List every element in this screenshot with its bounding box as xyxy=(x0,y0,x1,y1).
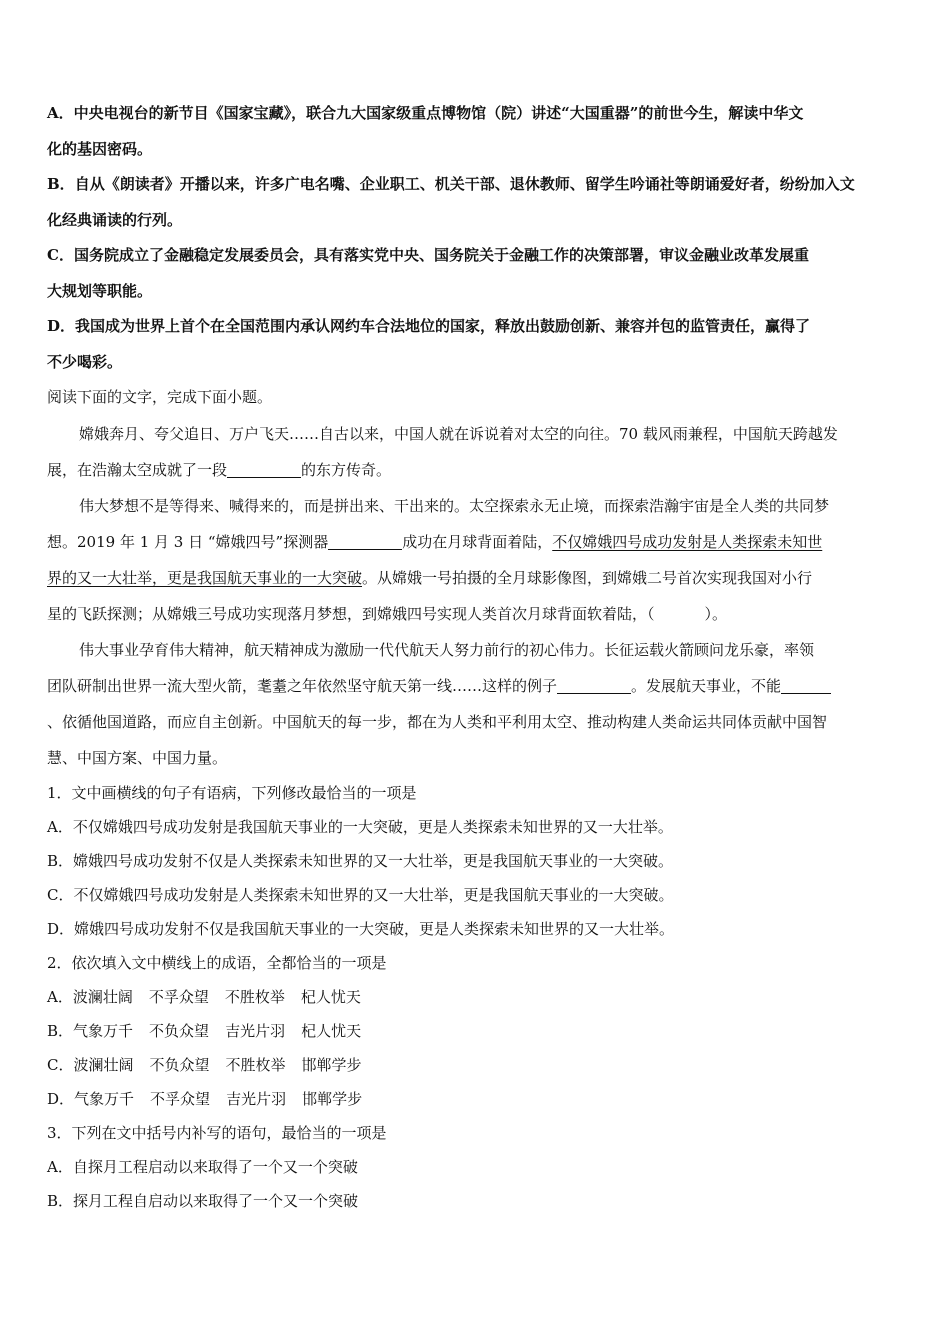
fill-blank-3 xyxy=(557,677,631,694)
question-3-option-b: B．探月工程自启动以来取得了一个又一个突破 xyxy=(47,1191,359,1210)
question-3-stem: 3．下列在文中括号内补写的语句，最恰当的一项是 xyxy=(47,1123,387,1142)
question-1-option-a: A．不仅嫦娥四号成功发射是我国航天事业的一大突破，更是人类探索未知世界的又一大壮举。 xyxy=(47,817,673,836)
question-3 xyxy=(47,1116,907,1218)
passage-p2-line-1: 伟大梦想不是等得来、喊得来的，而是拼出来、干出来的。太空探索永无止境，而探索浩瀚宇宙是全人类的共同梦 xyxy=(79,496,830,515)
passage-p3-line-3: 、依循他国道路，而应自主创新。中国航天的每一步，都在为人类和平利用太空、推动构建人类命运共同体贡献中国智 xyxy=(47,712,828,731)
option-d-line-1: D．我国成为世界上首个在全国范围内承认网约车合法地位的国家，释放出鼓励创新、兼容并包的监管责任，赢得了 xyxy=(47,317,811,335)
question-2-stem: 2．依次填入文中横线上的成语，全都恰当的一项是 xyxy=(47,953,387,972)
reading-instruction: 阅读下面的文字，完成下面小题。 xyxy=(47,388,273,406)
passage-p1-line-1: 嫦娥奔月、夸父追日、万户飞天……自古以来，中国人就在诉说着对太空的向往。70 载风雨兼程，中国航天跨越发 xyxy=(79,424,838,443)
underlined-sentence-part-1: 不仅嫦娥四号成功发射是人类探索未知世 xyxy=(552,532,823,551)
question-3-option-a: A．自探月工程启动以来取得了一个又一个突破 xyxy=(47,1157,358,1176)
passage-p3-line-1: 伟大事业孕育伟大精神，航天精神成为激励一代代航天人努力前行的初心伟力。长征运载火箭顾问龙乐豪，率领 xyxy=(79,640,815,659)
option-a-line-1: A．中央电视台的新节目《国家宝藏》，联合九大国家级重点博物馆（院）讲述“大国重器”的前世今生，解读中华文 xyxy=(47,104,804,122)
option-c-line-2: 大规划等职能。 xyxy=(47,281,153,300)
question-2-option-c: C．波澜壮阔 不负众望 不胜枚举 邯郸学步 xyxy=(47,1055,362,1074)
fill-blank-1 xyxy=(227,461,301,478)
option-c-line-1: C．国务院成立了金融稳定发展委员会，具有落实党中央、国务院关于金融工作的决策部署，审议金融业改革发展重 xyxy=(47,246,809,264)
option-b-line-2: 化经典诵读的行列。 xyxy=(47,210,183,229)
underlined-sentence-part-2: 界的又一大壮举，更是我国航天事业的一大突破 xyxy=(47,568,363,587)
question-2-option-a: A．波澜壮阔 不孚众望 不胜枚举 杞人忧天 xyxy=(47,987,361,1006)
question-2 xyxy=(47,946,907,1116)
question-1-option-c: C．不仅嫦娥四号成功发射是人类探索未知世界的又一大壮举，更是我国航天事业的一大突破。 xyxy=(47,885,674,904)
passage-p3-line-4: 慧、中国方案、中国力量。 xyxy=(47,748,228,767)
document-page xyxy=(47,96,907,1218)
passage xyxy=(47,416,907,776)
question-2-option-d: D．气象万千 不孚众望 吉光片羽 邯郸学步 xyxy=(47,1089,363,1108)
question-1-option-d: D．嫦娥四号成功发射不仅是我国航天事业的一大突破，更是人类探索未知世界的又一大壮举。 xyxy=(47,919,675,938)
passage-p1-line-2: 展，在浩瀚太空成就了一段 的东方传奇。 xyxy=(47,460,392,479)
passage-p2-line-3: 界的又一大壮举，更是我国航天事业的一大突破。从嫦娥一号拍摄的全月球影像图，到嫦娥二号首次实现我国对小行 xyxy=(47,568,813,587)
question-1-option-b: B．嫦娥四号成功发射不仅是人类探索未知世界的又一大壮举，更是我国航天事业的一大突破。 xyxy=(47,851,674,870)
option-b-line-1: B．自从《朗读者》开播以来，许多广电名嘴、企业职工、机关干部、退休教师、留学生吟诵社等朗诵爱好者，纷纷加入文 xyxy=(47,175,855,193)
passage-p2-line-2: 想。2019 年 1 月 3 日 “嫦娥四号”探测器 成功在月球背面着陆，不仅嫦娥四号成功发射是人类探索未知世 xyxy=(47,532,823,551)
passage-p2-line-4: 星的飞跃探测；从嫦娥三号成功实现落月梦想，到嫦娥四号实现人类首次月球背面软着陆，（ ）。 xyxy=(47,604,728,623)
question-1 xyxy=(47,776,907,946)
passage-p3-line-2: 团队研制出世界一流大型火箭，耄耋之年依然坚守航天第一线……这样的例子 。发展航天事业，不能 xyxy=(47,668,907,704)
fill-blank-2 xyxy=(328,533,402,550)
top-options xyxy=(47,96,907,380)
question-1-stem: 1．文中画横线的句子有语病，下列修改最恰当的一项是 xyxy=(47,783,417,802)
fill-blank-4 xyxy=(781,677,831,694)
option-d-line-2: 不少喝彩。 xyxy=(47,352,123,371)
question-2-option-b: B．气象万千 不负众望 吉光片羽 杞人忧天 xyxy=(47,1021,362,1040)
option-a-line-2: 化的基因密码。 xyxy=(47,139,153,158)
